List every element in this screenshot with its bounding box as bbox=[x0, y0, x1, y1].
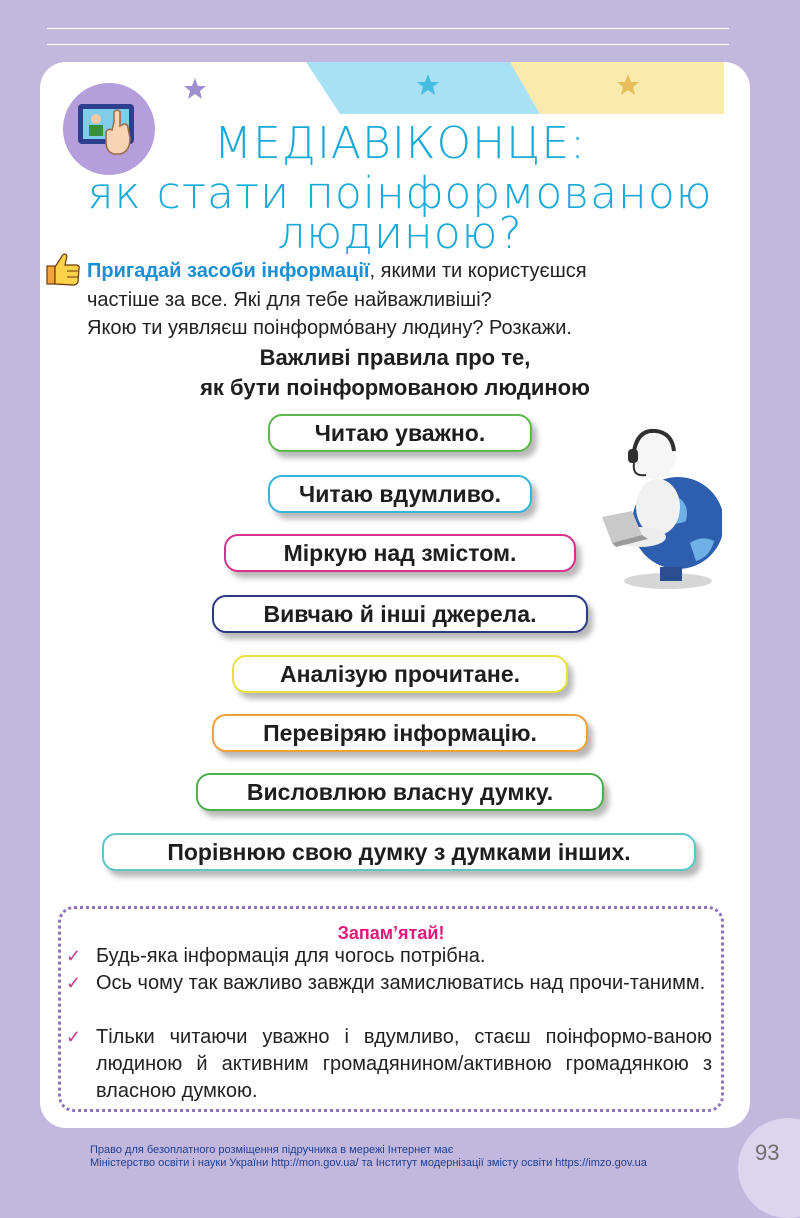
intro-line-3: Якою ти уявляєш поінформо́вану людину? Розкажи. bbox=[87, 317, 572, 339]
remember-item-text: Тільки читаючи уважно і вдумливо, стаєш поінформо-ваною людиною й активним громадянином/активною громадянкою з власною думкою. bbox=[96, 1026, 712, 1102]
remember-item-2 bbox=[66, 970, 712, 997]
person-laptop-globe-illustration bbox=[598, 415, 722, 593]
checkmark-icon: ✓ bbox=[66, 946, 82, 966]
rule-item-express-opinion: Висловлюю власну думку. bbox=[196, 773, 604, 811]
checkmark-icon: ✓ bbox=[66, 973, 82, 993]
footer-line-1: Право для безоплатного розміщення підручника в мережі Інтернет має bbox=[90, 1144, 454, 1156]
top-rule-2 bbox=[47, 44, 729, 45]
intro-line-2: частіше за все. Які для тебе найважливіші? bbox=[87, 289, 492, 311]
rule-item-read-attentively: Читаю уважно. bbox=[268, 414, 532, 452]
rules-heading-line-1: Важливі правила про те, bbox=[259, 345, 531, 370]
remember-item-text: Ось чому так важливо завжди замислюватись над прочи-танимм. bbox=[96, 972, 706, 994]
rules-heading-line-2: як бути поінформованою людиною bbox=[200, 375, 590, 400]
page-title-line-1: МЕДІАВІКОНЦЕ: bbox=[214, 118, 586, 169]
thumbs-up-icon bbox=[45, 252, 81, 286]
intro-highlight: Пригадай засоби інформації bbox=[87, 260, 370, 282]
intro-line-1-rest: , якими ти користуєшся bbox=[369, 260, 587, 282]
footer-line-2: Міністерство освіти і науки України http://mon.gov.ua/ та Інститут модернізації змісту освіти https://imzo.gov.ua bbox=[90, 1157, 647, 1169]
rule-item-study-other-sources: Вивчаю й інші джерела. bbox=[212, 595, 588, 633]
remember-item-text: Будь-яка інформація для чогось потрібна. bbox=[96, 945, 486, 967]
intro-line-1 bbox=[87, 256, 723, 287]
rule-item-analyze: Аналізую прочитане. bbox=[232, 655, 568, 693]
page-number: 93 bbox=[755, 1140, 780, 1165]
rule-item-read-thoughtfully: Читаю вдумливо. bbox=[268, 475, 532, 513]
remember-item-1 bbox=[66, 943, 712, 970]
remember-title: Запам’ятай! bbox=[337, 923, 445, 943]
remember-item-3 bbox=[66, 1024, 712, 1105]
checkmark-icon: ✓ bbox=[66, 1027, 82, 1047]
page-title-line-2: як стати поінформованою bbox=[87, 168, 713, 219]
rule-item-compare-opinions: Порівнюю свою думку з думками інших. bbox=[102, 833, 696, 871]
rule-item-verify-information: Перевіряю інформацію. bbox=[212, 714, 588, 752]
top-rule-1 bbox=[47, 28, 729, 29]
rule-item-reflect-on-content: Міркую над змістом. bbox=[224, 534, 576, 572]
page-number-badge bbox=[738, 1118, 800, 1218]
tab-yellow bbox=[510, 62, 724, 114]
page-title-line-3: людиною? bbox=[277, 208, 523, 259]
